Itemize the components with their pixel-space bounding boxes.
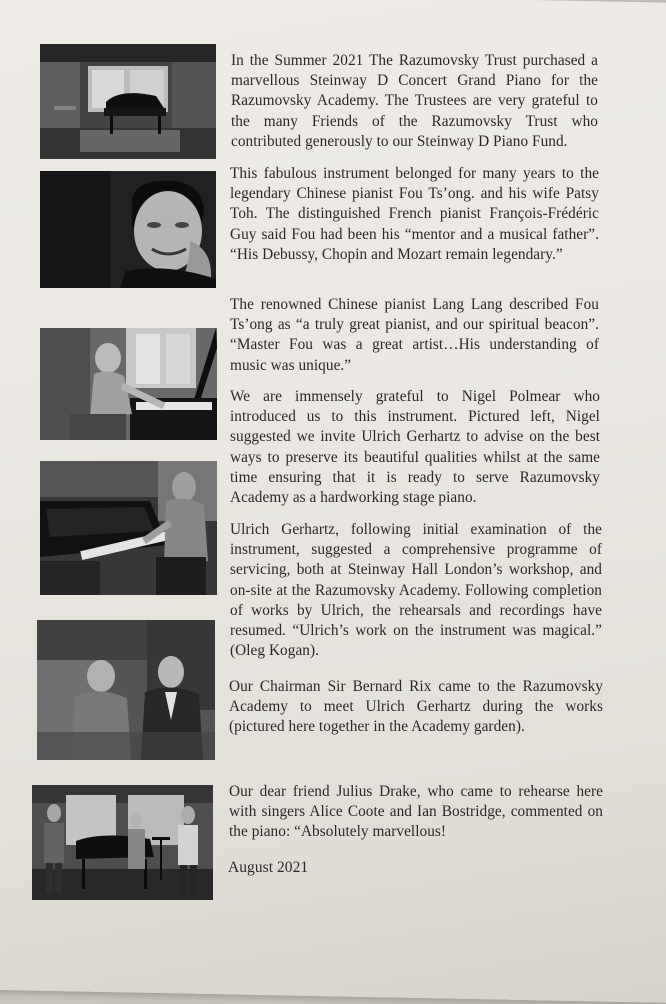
paragraph-julius-drake: Our dear friend Julius Drake, who came to rehearse here with singers Alice Coote and Ian Bostridge, commented on the piano: “Absolutely marvellous! — [229, 783, 603, 841]
article-date: August 2021 — [228, 859, 309, 876]
photo-nigel-polmear-at-piano — [40, 328, 217, 440]
paragraph-nigel-polmear: We are immensely grateful to Nigel Polmear who introduced us to this instrument. Pictured left, Nigel suggested we invite Ulrich Gerhartz to advise on the best ways to preserve its beautiful qualities whilst at the same time ensuring that it is ready to serve Razumovsky Academy as a hardworking stage piano. — [230, 388, 600, 507]
photo-ulrich-gerhartz-servicing — [40, 461, 217, 595]
paragraph-ulrich-gerhartz: Ulrich Gerhartz, following initial examination of the instrument, suggested a comprehensive programme of servicing, both at Steinway Hall London’s workshop, and on-site at the Razumovsky Academy. Following completion of works by Ulrich, the rehearsals and recordings have resumed. “Ulrich’s work on the instrument was magical.” (Oleg Kogan). — [230, 521, 602, 660]
photo-rix-and-gerhartz-garden — [37, 620, 215, 760]
paragraph-bernard-rix: Our Chairman Sir Bernard Rix came to the Razumovsky Academy to meet Ulrich Gerhartz during the works (pictured here together in the Academy garden). — [229, 678, 603, 736]
photo-grand-piano-studio — [40, 44, 216, 159]
photo-rehearsal-musicians — [32, 785, 213, 900]
photo-fou-tsong-portrait — [40, 171, 216, 288]
paragraph-fou-tsong: This fabulous instrument belonged for many years to the legendary Chinese pianist Fou Ts’ong. and his wife Patsy Toh. The distinguished French pianist François-Frédéric Guy said Fou had been his “mentor and a musical father”. “His Debussy, Chopin and Mozart remain legendary.” — [230, 165, 599, 263]
paragraph-piano-purchase: In the Summer 2021 The Razumovsky Trust purchased a marvellous Steinway D Concert Grand Piano for the Razumovsky Academy. The Trustees are very grateful to the many Friends of the Razumovsky Trust who contributed generously to our Steinway D Piano Fund. — [231, 52, 598, 150]
paragraph-lang-lang: The renowned Chinese pianist Lang Lang described Fou Ts’ong as “a truly great pianist, and our spiritual beacon”. “Master Fou was a great artist…His understanding of music was unique.” — [230, 296, 599, 374]
